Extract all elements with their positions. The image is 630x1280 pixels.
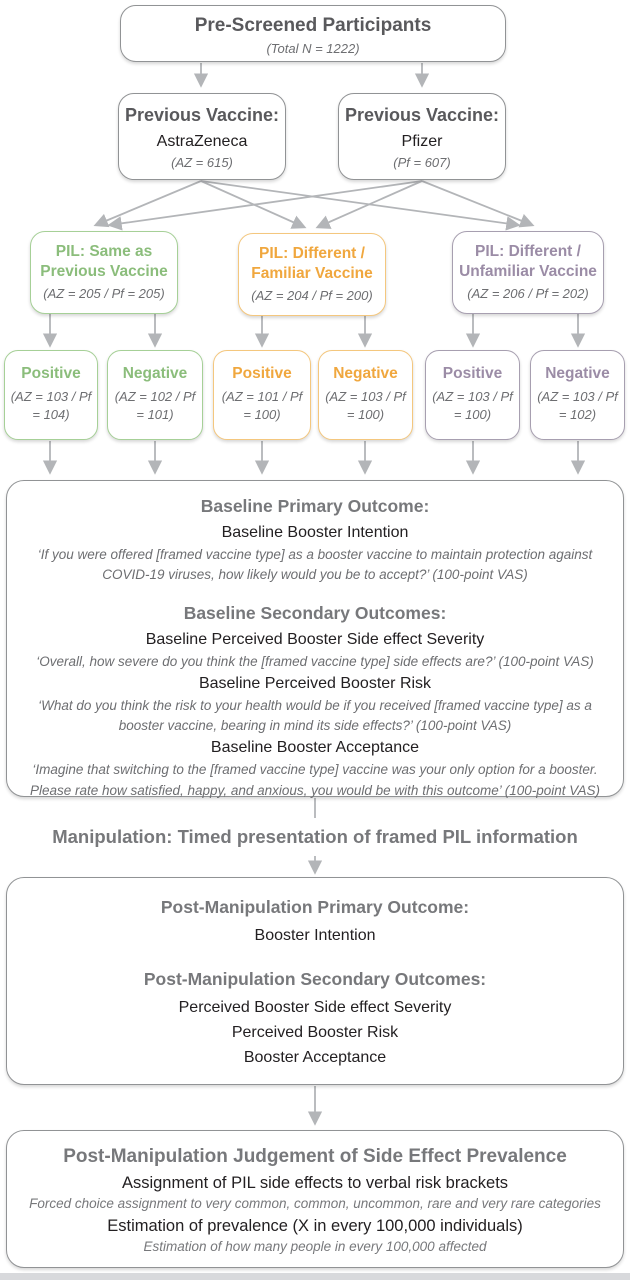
post-secondary-measure-acceptance: Booster Acceptance [243, 1049, 387, 1066]
prevalence-detail-brackets: Forced choice assignment to very common, common, uncommon, rare and very rare categories [29, 1196, 601, 1211]
post-secondary-heading: Post-Manipulation Secondary Outcomes: [143, 969, 487, 989]
framing-cell-green-positive [4, 350, 98, 440]
pil-group-count: (AZ = 204 / Pf = 200) [251, 288, 373, 304]
framing-count: (AZ = 103 / Pf = 104) [10, 389, 92, 422]
baseline-risk-quote: ‘What do you think the risk to your health would be if you received [framed vaccine type] as a booster vaccine, bearing in mind its side effects?’ (100-point VAS) [38, 697, 592, 733]
baseline-outcomes-box [6, 480, 624, 797]
baseline-primary-quote: ‘If you were offered [framed vaccine type] as a booster vaccine to maintain protection against COVID-19 viruses, how likely would you be to accept?’ (100-point VAS) [37, 547, 593, 583]
vaccine-name: Pfizer [401, 133, 443, 150]
arrow-az-to-green [96, 181, 201, 225]
baseline-severity-measure: Baseline Perceived Booster Side effect Severity [145, 630, 485, 648]
prevalence-measure-estimation: Estimation of prevalence (X in every 100,000 individuals) [107, 1217, 523, 1236]
vaccine-name: AstraZeneca [156, 133, 248, 150]
pre-screened-title: Pre-Screened Participants [194, 15, 432, 36]
pre-screened-box [120, 5, 506, 62]
framing-cell-orange-positive [213, 350, 311, 440]
framing-cell-purple-negative [530, 350, 625, 440]
prevalence-detail-estimation: Estimation of how many people in every 100,000 affected [143, 1239, 487, 1255]
vaccine-count: (AZ = 615) [171, 155, 233, 170]
previous-vaccine-pfizer-box [338, 93, 506, 180]
framing-label: Negative [545, 365, 610, 382]
pil-group-count: (AZ = 206 / Pf = 202) [467, 286, 589, 302]
manipulation-label: Manipulation: Timed presentation of framed PIL information [52, 826, 578, 847]
framing-count: (AZ = 103 / Pf = 100) [325, 389, 406, 422]
arrow-pf-to-green [110, 181, 422, 225]
post-secondary-measure-severity: Perceived Booster Side effect Severity [178, 999, 452, 1016]
pil-different-familiar-box [238, 233, 386, 316]
previous-vaccine-title: Previous Vaccine: [124, 105, 280, 125]
previous-vaccine-title: Previous Vaccine: [344, 105, 500, 125]
vaccine-count: (Pf = 607) [393, 155, 451, 170]
pre-screened-total: (Total N = 1222) [266, 41, 360, 56]
post-secondary-measure-risk: Perceived Booster Risk [231, 1024, 399, 1041]
baseline-primary-measure: Baseline Booster Intention [221, 524, 409, 541]
baseline-acceptance-quote: ‘Imagine that switching to the [framed vaccine type] vaccine was your only option for a booster. Please rate how satisfied, happy, and anxious, you would be with this outcome’ (100-point VAS) [29, 762, 601, 798]
baseline-risk-measure: Baseline Perceived Booster Risk [198, 674, 432, 692]
pil-group-count: (AZ = 205 / Pf = 205) [43, 286, 165, 302]
framing-count: (AZ = 103 / Pf = 100) [432, 389, 513, 422]
framing-cell-green-negative [107, 350, 203, 440]
framing-count: (AZ = 101 / Pf = 100) [221, 389, 303, 422]
baseline-acceptance-measure: Baseline Booster Acceptance [210, 739, 420, 757]
arrow-pf-to-purple [422, 181, 532, 225]
pil-group-label: PIL: Different / Unfamiliar Vaccine [459, 243, 597, 281]
framing-label: Positive [21, 365, 81, 382]
framing-label: Positive [232, 365, 292, 382]
prevalence-heading: Post-Manipulation Judgement of Side Effect Prevalence [63, 1146, 567, 1167]
baseline-primary-heading: Baseline Primary Outcome: [200, 496, 430, 516]
post-primary-measure: Booster Intention [254, 927, 376, 944]
baseline-severity-quote: ‘Overall, how severe do you think the [framed vaccine type] side effects are?’ (100-point VAS) [36, 653, 594, 669]
prevalence-measure-brackets: Assignment of PIL side effects to verbal risk brackets [121, 1174, 509, 1192]
pil-different-unfamiliar-box [452, 231, 604, 314]
pil-group-label: PIL: Same as Previous Vaccine [40, 243, 168, 281]
pil-same-box [30, 231, 178, 314]
pil-group-label: PIL: Different / Familiar Vaccine [251, 245, 373, 283]
framing-count: (AZ = 103 / Pf = 102) [537, 389, 618, 422]
previous-vaccine-astrazeneca-box [118, 93, 286, 180]
framing-cell-orange-negative [318, 350, 413, 440]
prevalence-judgement-box [6, 1130, 624, 1268]
baseline-secondary-heading: Baseline Secondary Outcomes: [183, 602, 447, 623]
post-primary-heading: Post-Manipulation Primary Outcome: [160, 897, 470, 917]
framing-label: Positive [442, 365, 503, 382]
framing-label: Negative [333, 365, 398, 382]
post-manipulation-outcomes-box [6, 877, 624, 1085]
framing-label: Negative [122, 365, 188, 382]
framing-count: (AZ = 102 / Pf = 101) [114, 389, 196, 422]
framing-cell-purple-positive [425, 350, 520, 440]
